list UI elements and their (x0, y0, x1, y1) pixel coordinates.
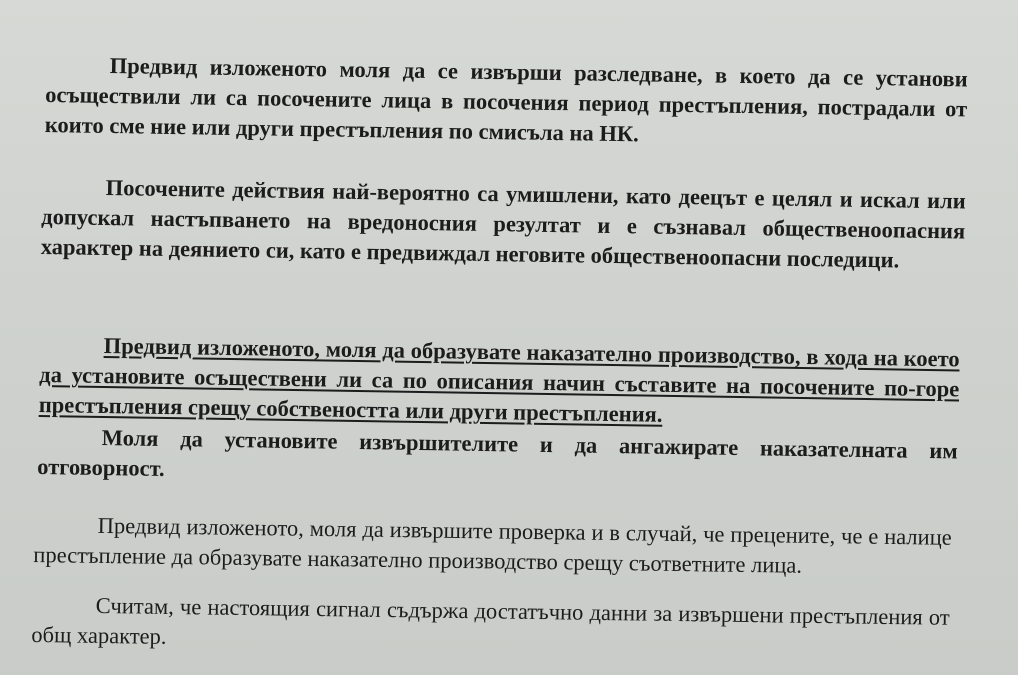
paragraph-criminal-proceedings-request: Предвид изложеното, моля да образувате наказателно производство, в хода на което да установите осъществени ли са по описания начин съставите на посочените по-горе престъпления срещу собствеността или други престъпления. (38, 333, 960, 427)
paragraph-intent-description: Посочените действия най-вероятно са умишлени, като деецът е целял и искал или допускал настъпването на вредоносния резултат и е съзнавал общественоопасния характер на деянието си, като е предвиждал неговите общественоопасни последици. (40, 175, 966, 273)
paragraph-inspection-request: Предвид изложеното, моля да извършите проверка и в случай, че прецените, че е налице престъпление да образувате наказателно производство срещу съответните лица. (33, 512, 952, 578)
paragraph-sufficient-data: Считам, че настоящия сигнал съдържа достатъчно данни за извършени престъпления от общ характер. (31, 592, 950, 649)
paragraph-investigation-request: Предвид изложеното моля да се извърши разследване, в което да се установи осъществили ли са посочените лица в посочения период престъпления, пострадали от които сме ние или други престъпления по смисъла на НК. (44, 53, 968, 147)
paragraph-identify-perpetrators: Моля да установите извършителите и да ангажирате наказателната им отговорност. (37, 425, 958, 481)
